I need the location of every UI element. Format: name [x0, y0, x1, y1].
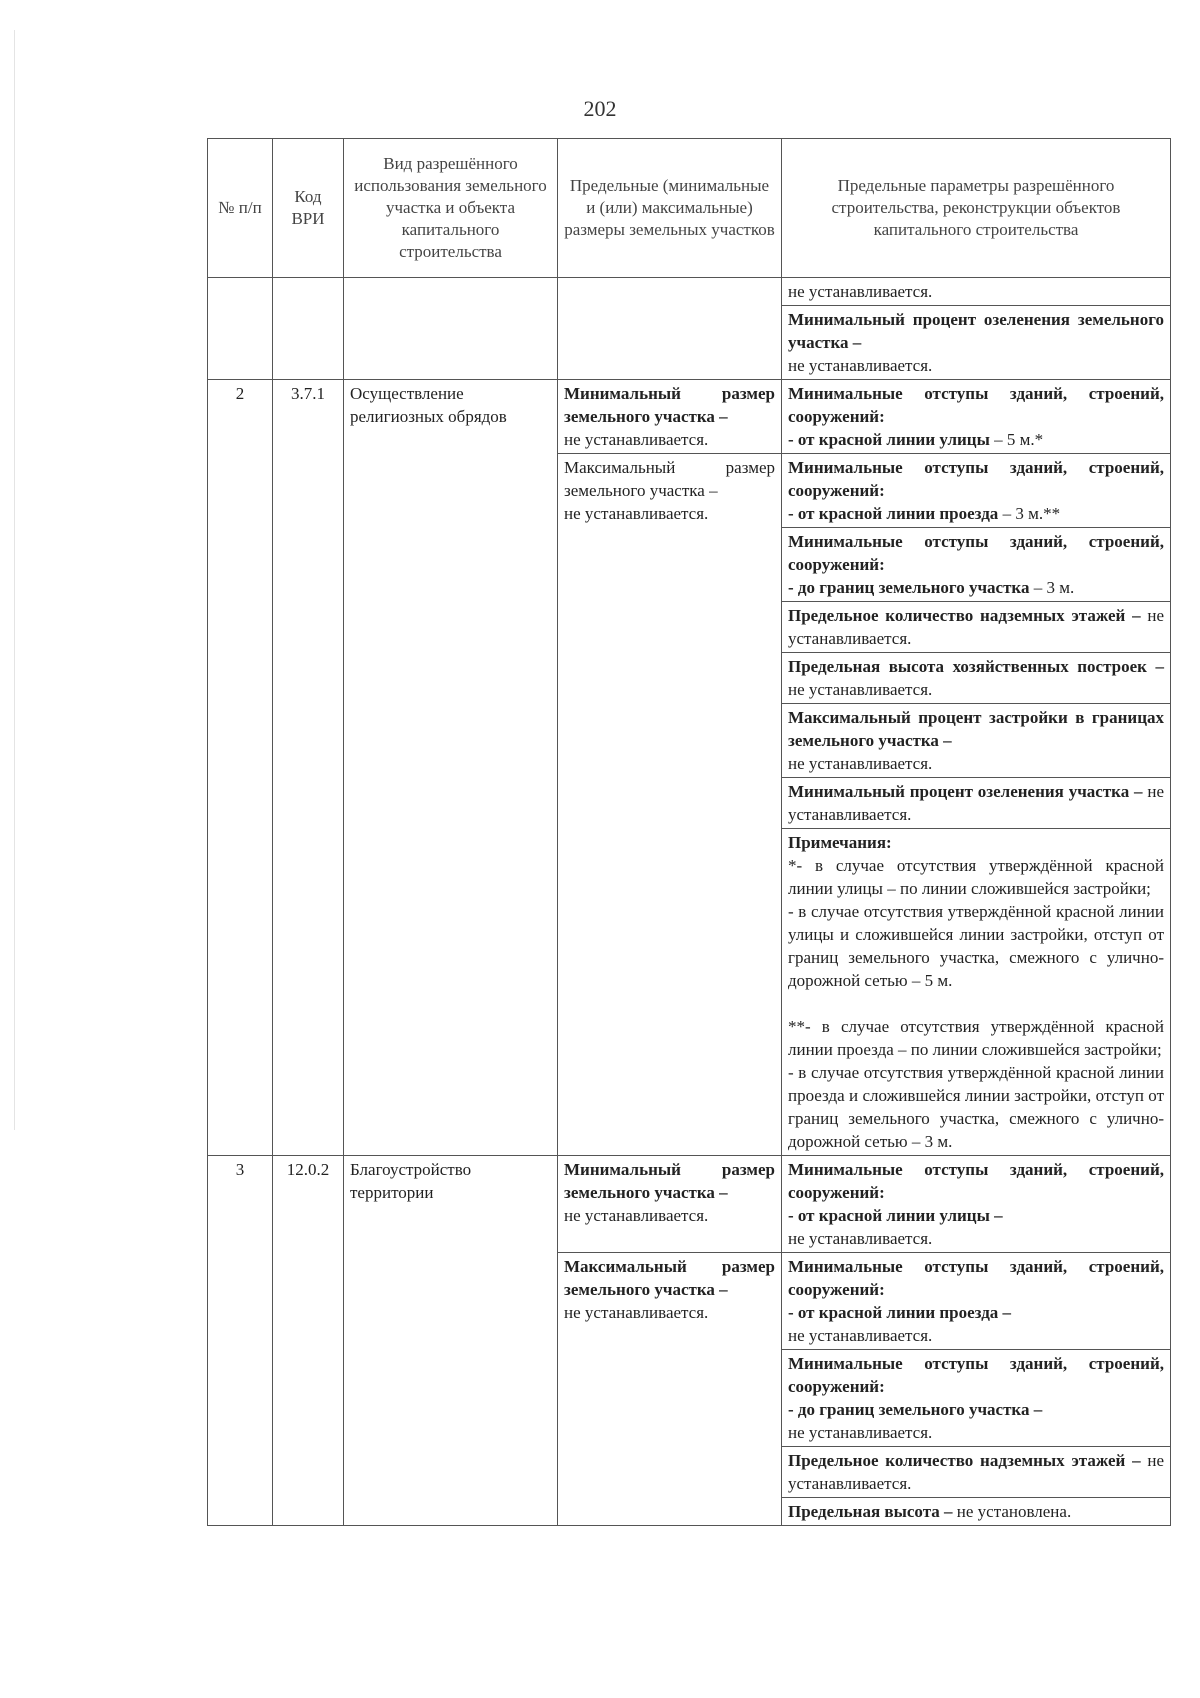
table-row [208, 278, 1171, 306]
plot-size-min [558, 380, 782, 454]
param-cell [782, 528, 1171, 602]
param-label: Предельная высота – [788, 1502, 953, 1521]
header-use-type: Вид разрешённого использования земельного участка и объекта капитального строительства [344, 139, 558, 278]
param-value: не устанавливается. [788, 782, 1164, 824]
param-value: не установлена. [952, 1502, 1072, 1521]
table-row [208, 1156, 1171, 1253]
plot-size-value: не устанавливается. [564, 1303, 709, 1322]
table-header-row [208, 139, 1171, 278]
row1-type-cell [344, 278, 558, 380]
plot-size-label: Максимальный размер земельного участка – [564, 458, 775, 500]
row1-code-cell [273, 278, 344, 380]
table-row [208, 380, 1171, 454]
param-label: Минимальный процент озеленения участка – [788, 782, 1143, 801]
param-cell [782, 1498, 1171, 1526]
param-cell [782, 602, 1171, 653]
param-label: Минимальные отступы зданий, строений, сооружений: [788, 1160, 1164, 1202]
param-value: не устанавливается. [788, 680, 933, 699]
param-value: не устанавливается. [788, 1451, 1164, 1493]
param-sublabel: - до границ земельного участка [788, 578, 1030, 597]
param-label: Предельное количество надземных этажей – [788, 606, 1141, 625]
param-value: не устанавливается. [788, 1229, 933, 1248]
param-value: – 3 м. [1029, 578, 1075, 597]
param-sublabel: - от красной линии улицы [788, 430, 990, 449]
plot-size-value: не устанавливается. [564, 1206, 709, 1225]
param-label: Минимальные отступы зданий, строений, сооружений: [788, 532, 1164, 574]
param-cell [782, 1156, 1171, 1253]
param-value: не устанавливается. [788, 606, 1164, 648]
param-label: Предельное количество надземных этажей – [788, 1451, 1141, 1470]
param-label: Максимальный процент застройки в границах земельного участка – [788, 708, 1164, 750]
row-number: 2 [208, 380, 273, 1156]
row-use-type: Благоустройство территории [344, 1156, 558, 1526]
header-number: № п/п [208, 139, 273, 278]
row-code: 12.0.2 [273, 1156, 344, 1526]
plot-size-value: не устанавливается. [564, 430, 709, 449]
row-use-type: Осуществление религиозных обрядов [344, 380, 558, 1156]
plot-size-value: не устанавливается. [564, 504, 709, 523]
row1-number-cell [208, 278, 273, 380]
param-value: не устанавливается. [788, 282, 933, 301]
param-label: Минимальные отступы зданий, строений, сооружений: [788, 1257, 1164, 1299]
plot-size-label: Минимальный размер земельного участка – [564, 384, 775, 426]
param-label: Минимальный процент озеленения земельного участка – [788, 310, 1164, 352]
param-value: – 5 м.* [989, 430, 1044, 449]
param-cell [782, 454, 1171, 528]
param-label: Минимальные отступы зданий, строений, сооружений: [788, 384, 1164, 426]
param-value: не устанавливается. [788, 754, 933, 773]
plot-size-min [558, 1156, 782, 1253]
plot-size-max [558, 1253, 782, 1526]
param-label: Предельная высота хозяйственных построек – [788, 657, 1164, 676]
param-sublabel: - от красной линии проезда – [788, 1303, 1012, 1322]
plot-size-max [558, 454, 782, 1156]
header-code: Код ВРИ [273, 139, 344, 278]
scan-margin-line [14, 30, 15, 1130]
param-sublabel: - до границ земельного участка – [788, 1400, 1043, 1419]
param-cell [782, 1350, 1171, 1447]
notes-text: *- в случае отсутствия утверждённой красной линии улицы – по линии сложившейся застройки; - в случае отсутствия утверждённой красной линии улицы и сложившейся линии застройки, отступ от границ земельного участка, смежного с улично-дорожной сетью – 5 м. **- в случае отсутствия утверждённой красной линии проезда – по линии сложившейся застройки; - в случае отсутствия утверждённой красной линии проезда и сложившейся линии застройки, отступ от границ земельного участка, смежного с улично-дорожной сетью – 3 м. [788, 856, 1164, 1151]
row1-size-cell [558, 278, 782, 380]
param-cell [782, 704, 1171, 778]
param-value: не устанавливается. [788, 1423, 933, 1442]
header-plot-size: Предельные (минимальные и (или) максимальные) размеры земельных участков [558, 139, 782, 278]
param-cell [782, 778, 1171, 829]
plot-size-label: Максимальный размер земельного участка – [564, 1257, 775, 1299]
plot-size-label: Минимальный размер земельного участка – [564, 1160, 775, 1202]
notes-title: Примечания: [788, 833, 892, 852]
param-cell [782, 278, 1171, 306]
row-code: 3.7.1 [273, 380, 344, 1156]
notes-cell [782, 829, 1171, 1156]
param-cell [782, 1447, 1171, 1498]
page-number: 202 [583, 96, 617, 121]
param-value: не устанавливается. [788, 1326, 933, 1345]
row-number: 3 [208, 1156, 273, 1526]
param-sublabel: - от красной линии проезда [788, 504, 999, 523]
param-cell [782, 1253, 1171, 1350]
param-cell [782, 380, 1171, 454]
param-label: Минимальные отступы зданий, строений, сооружений: [788, 458, 1164, 500]
param-value: не устанавливается. [788, 356, 933, 375]
header-build-params: Предельные параметры разрешённого строительства, реконструкции объектов капитального строительства [782, 139, 1171, 278]
regulations-table [207, 138, 1171, 1526]
param-label: Минимальные отступы зданий, строений, сооружений: [788, 1354, 1164, 1396]
param-cell [782, 653, 1171, 704]
param-cell [782, 306, 1171, 380]
param-sublabel: - от красной линии улицы – [788, 1206, 1003, 1225]
param-value: – 3 м.** [998, 504, 1061, 523]
